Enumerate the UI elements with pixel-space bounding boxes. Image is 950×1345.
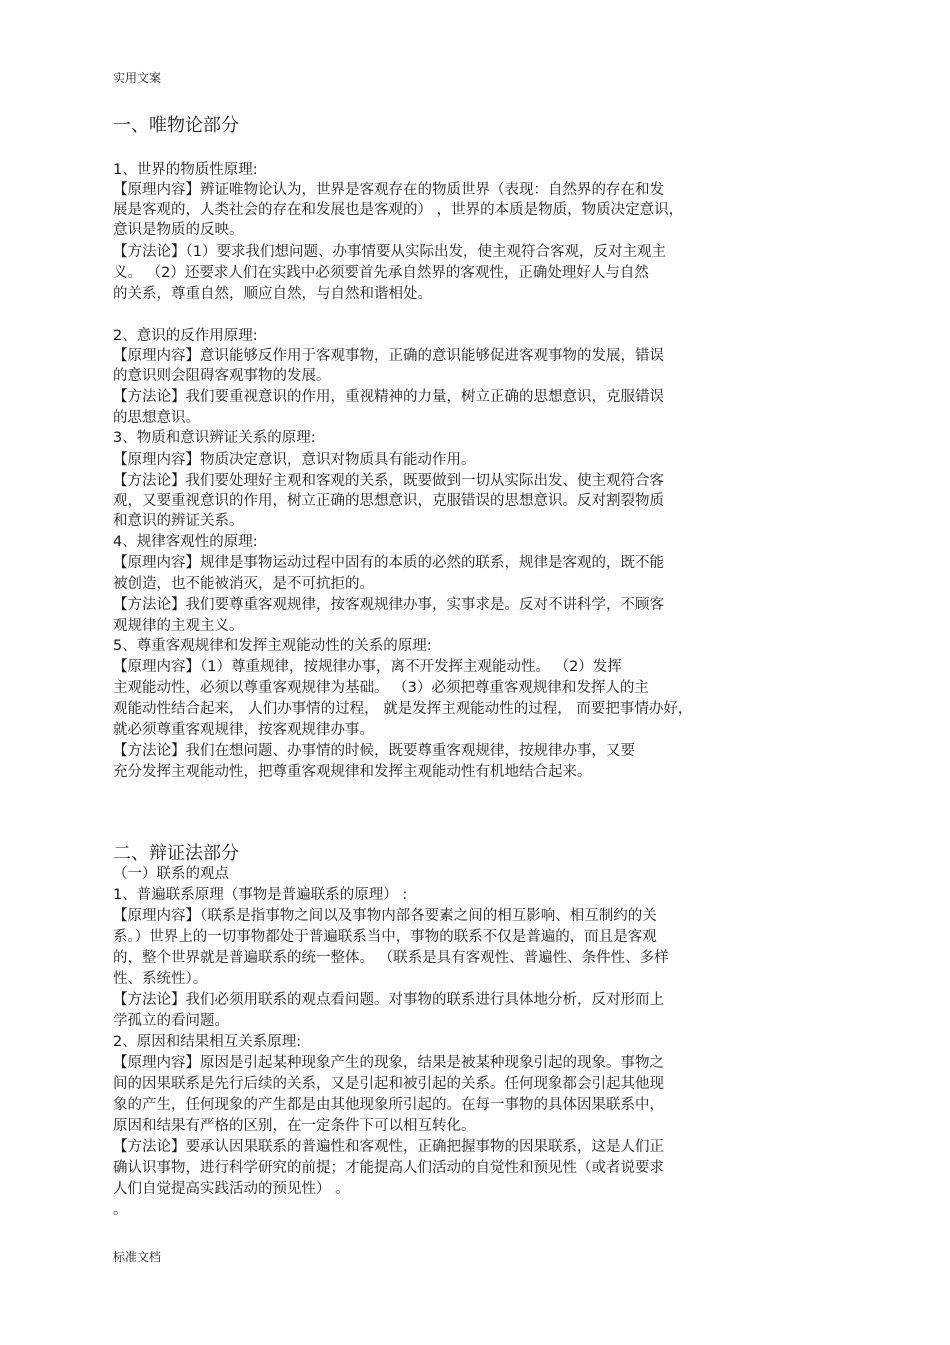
text-line: 的，整个世界就是普遍联系的统一整体。 （联系是具有客观性、普遍性、条件性、多样 (113, 950, 669, 966)
text-line: 义。 （2）还要求人们在实践中必须要首先承自然界的客观性，正确处理好人与自然 (113, 265, 649, 281)
text-line: 学孤立的看问题。 (113, 1013, 229, 1029)
text-line: 【方法论】我们必须用联系的观点看问题。对事物的联系进行具体地分析，反对形而上 (113, 992, 664, 1008)
text-line: 系。）世界上的一切事物都处于普遍联系当中，事物的联系不仅是普遍的，而且是客观 (113, 929, 657, 945)
text-line: 【方法论】我们要尊重客观规律，按客观规律办事，实事求是。反对不讲科学，不顾客 (113, 597, 664, 613)
text-line: 确认识事物，进行科学研究的前提；才能提高人们活动的自觉性和预见性（或者说要求 (113, 1160, 664, 1176)
text-line: 观，又要重视意识的作用，树立正确的思想意识，克服错误的思想意识。反对割裂物质 (113, 493, 664, 509)
text-line: 观能动性结合起来， 人们办事情的过程， 就是发挥主观能动性的过程， 而要把事情办好， (113, 701, 693, 717)
text-line: 和意识的辨证关系。 (113, 513, 244, 529)
text-line: 1、普遍联系原理（事物是普遍联系的原理） : (113, 887, 408, 903)
text-line: 性、系统性）。 (113, 971, 208, 987)
text-line: 【方法论】（1）要求我们想问题、办事情要从实际出发，使主观符合客观，反对主观主 (113, 244, 666, 260)
page-footer: 标准文档 (113, 1250, 162, 1264)
text-line: 主观能动性，必须以尊重客观规律为基础。 （3）必须把尊重客观规律和发挥人的主 (113, 680, 649, 696)
text-line: 人们自觉提高实践活动的预见性） 。 (113, 1181, 350, 1197)
text-line: 【原理内容】物质决定意识，意识对物质具有能动作用。 (113, 452, 476, 468)
text-line: 【原理内容】辨证唯物论认为，世界是客观存在的物质世界（表现：自然界的存在和发 (113, 182, 664, 198)
text-line: 象的产生，任何现象的产生都是由其他现象所引起的。在每一事物的具体因果联系中， (113, 1097, 664, 1113)
text-line: 的意识则会阻碍客观事物的发展。 (113, 368, 331, 384)
text-line: 就必须尊重客观规律，按客观规律办事。 (113, 722, 374, 738)
text-line: 【原理内容】规律是事物运动过程中固有的本质的必然的联系，规律是客观的，既不能 (113, 555, 664, 571)
page-header: 实用文案 (113, 71, 162, 85)
text-line: 【方法论】我们要处理好主观和客观的关系，既要做到一切从实际出发、使主观符合客 (113, 473, 664, 489)
section-title-dialectics: 二、辩证法部分 (113, 843, 239, 864)
text-line: 的思想意识。 (113, 410, 200, 426)
text-line: 原因和结果有严格的区别，在一定条件下可以相互转化。 (113, 1118, 476, 1134)
text-line: 【方法论】我们要重视意识的作用，重视精神的力量，树立正确的思想意识，克服错误 (113, 389, 664, 405)
text-line: 意识是物质的反映。 (113, 222, 244, 238)
text-line: （一）联系的观点 (113, 866, 229, 882)
text-line: 【原理内容】（联系是指事物之间以及事物内部各要素之间的相互影响、相互制约的关 (113, 908, 657, 924)
text-line: 【方法论】我们在想问题、办事情的时候，既要尊重客观规律，按规律办事，又要 (113, 743, 635, 759)
text-line: 【原理内容】原因是引起某种现象产生的现象，结果是被某种现象引起的现象。事物之 (113, 1055, 664, 1071)
text-line: 2、原因和结果相互关系原理: (113, 1034, 302, 1050)
text-line: 3、物质和意识辨证关系的原理: (113, 430, 316, 446)
text-line: 展是客观的，人类社会的存在和发展也是客观的） ，世界的本质是物质，物质决定意识， (113, 202, 684, 218)
text-line: 被创造，也不能被消灭，是不可抗拒的。 (113, 576, 374, 592)
text-line: 【原理内容】（1）尊重规律，按规律办事，离不开发挥主观能动性。 （2）发挥 (113, 659, 622, 675)
text-line: 充分发挥主观能动性，把尊重客观规律和发挥主观能动性有机地结合起来。 (113, 764, 592, 780)
text-line: 。 (113, 1202, 128, 1218)
text-line: 【原理内容】意识能够反作用于客观事物，正确的意识能够促进客观事物的发展，错误 (113, 348, 664, 364)
text-line: 观规律的主观主义。 (113, 618, 244, 634)
text-line: 5、尊重客观规律和发挥主观能动性的关系的原理: (113, 638, 432, 654)
text-line: 的关系，尊重自然，顺应自然，与自然和谐相处。 (113, 286, 432, 302)
text-line: 4、规律客观性的原理: (113, 534, 258, 550)
text-line: 2、意识的反作用原理: (113, 328, 258, 344)
text-line: 间的因果联系是先行后续的关系，又是引起和被引起的关系。任何现象都会引起其他现 (113, 1076, 664, 1092)
text-line: 1、世界的物质性原理: (113, 162, 258, 178)
text-line: 【方法论】要承认因果联系的普遍性和客观性，正确把握事物的因果联系，这是人们正 (113, 1139, 664, 1155)
section-title-materialism: 一、唯物论部分 (113, 115, 239, 136)
